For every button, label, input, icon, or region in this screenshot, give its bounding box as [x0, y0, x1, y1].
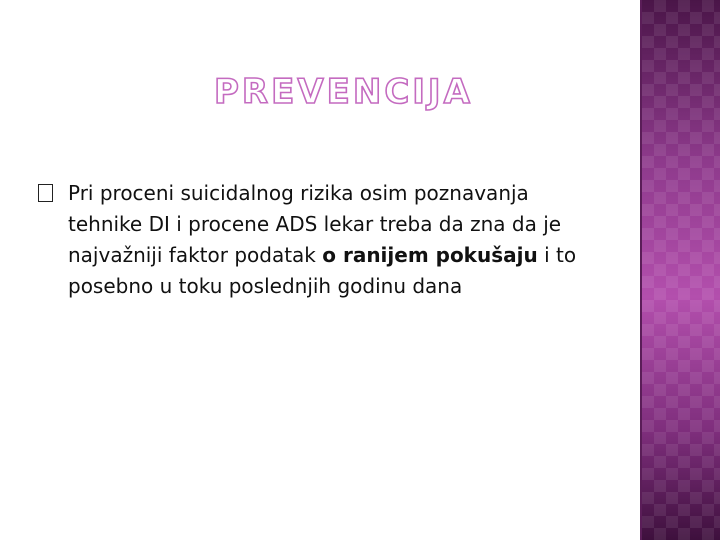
slide-title: PREVENCIJA: [214, 72, 473, 112]
bullet-text-end: i to posebno u toku poslednjih godinu dana: [68, 243, 577, 298]
bullet-text-emphasis: o ranijem pokušaju: [322, 243, 538, 267]
bullet-box-icon: [38, 184, 53, 202]
bullet-text: [68, 178, 608, 302]
bullet-item: [38, 178, 608, 302]
decorative-side-band: [642, 0, 720, 540]
bullet-text-start: Pri proceni suicidalnog rizika osim poznavanja tehnike DI i procene ADS lekar treba da zna da je najvažniji faktor podatak: [68, 181, 562, 267]
slide-body: [38, 178, 608, 302]
